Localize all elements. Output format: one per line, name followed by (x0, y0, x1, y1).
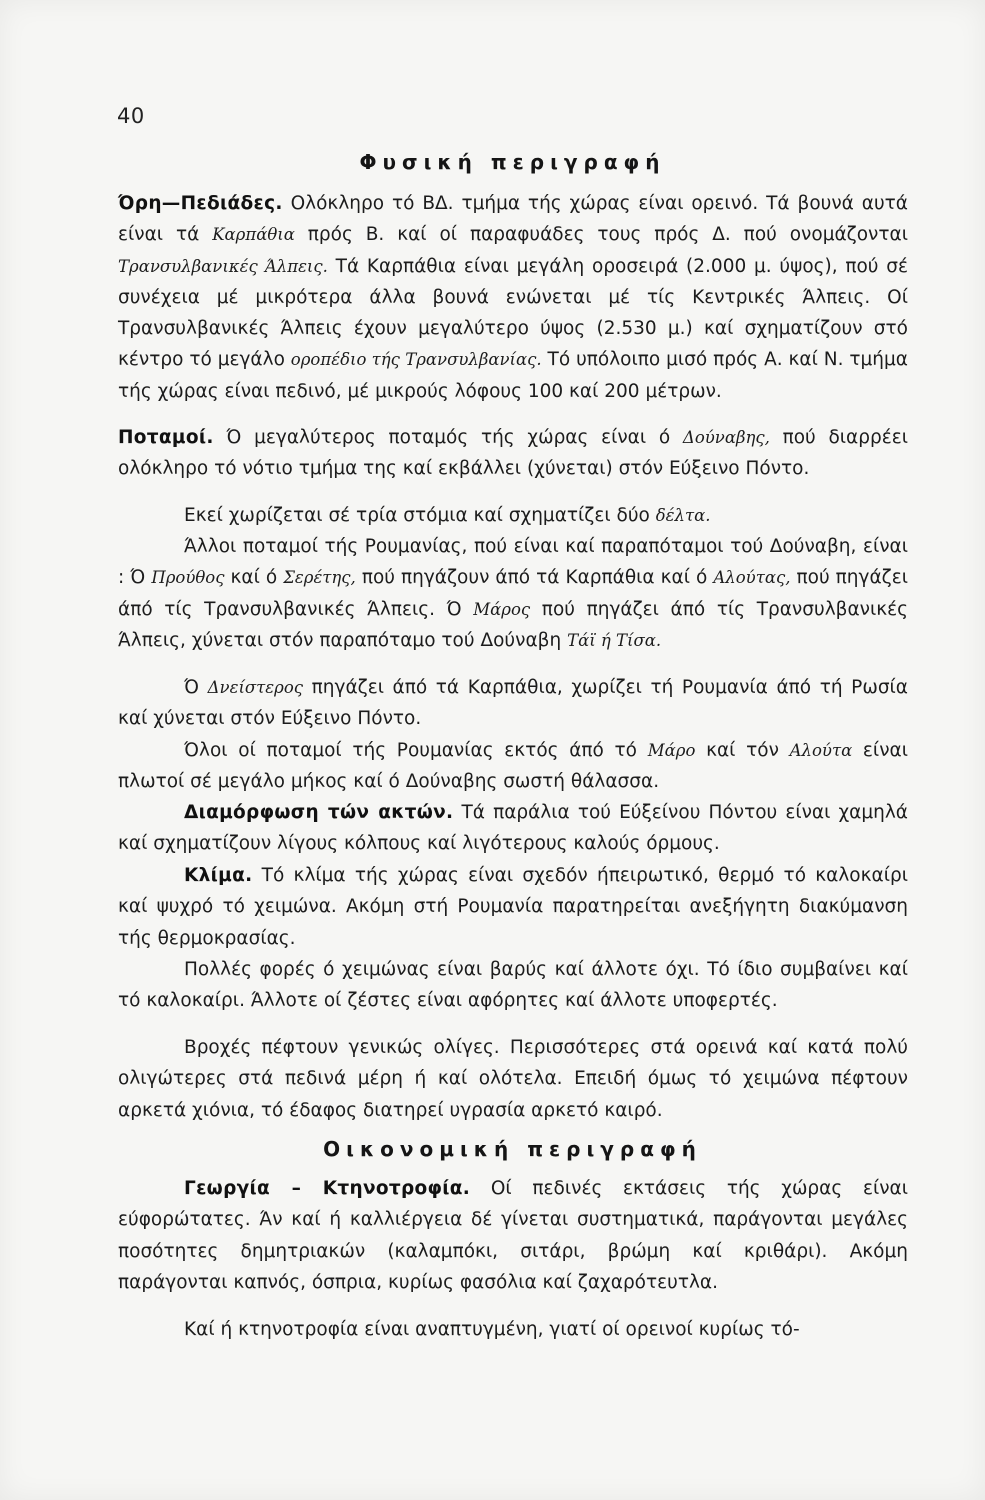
paragraph-lead: Διαμόρφωση τών ακτών. (184, 802, 454, 823)
paragraph-text: Τά παράλια τού Εύξείνου Πόντου είναι χαμηλά καί σχηματίζουν λίγους κόλπους καί λιγότερους καλούς όρμους. (118, 802, 908, 855)
paragraph-text: Καί ή κτηνοτροφία είναι αναπτυγμένη, γιατί οί ορεινοί κυρίως τό- (184, 1319, 800, 1340)
paragraph-text: είναι πλωτοί σέ μεγάλο μήκος καί ό Δούναβης σωστή θάλασσα. (118, 740, 908, 793)
paragraph-text: Ό μεγαλύτερος ποταμός τής χώρας είναι ό (213, 427, 683, 448)
paragraph-lead: Γεωργία – Κτηνοτροφία. (184, 1178, 471, 1199)
paragraph-text: Τό υπόλοιπο μισό πρός Α. καί Ν. τμήμα τής χώρας είναι πεδινό, μέ μικρούς λόφους 100 καί 200 μέτρων. (118, 349, 908, 402)
section-title-physical: Φυσική περιγραφή (359, 150, 666, 174)
italic-term: Αλούτας, (713, 568, 791, 588)
italic-term: Τάϊ ή Τίσα. (567, 630, 662, 650)
paragraph-text: Τά Καρπάθια είναι μεγάλη οροσειρά (2.000 μ. ύψος), πού σέ συνέχεια μέ μικρότερα άλλα βουνά ενώνεται μέ τίς Κεντρικές Άλπεις. Οί Τρανσυλβανικές Άλπεις έχουν μεγαλύτερο ύψος (2.530 μ.) καί σχηματίζουν στό κέντρο τό μεγάλο (118, 255, 908, 371)
italic-term: Προύθος (151, 568, 225, 588)
italic-term: Καρπάθια (212, 225, 295, 245)
paragraph-text: Οί πεδινές εκτάσεις τής χώρας είναι εύφορώτατες. Άν καί ή καλλιέργεια δέ γίνεται συστηματικά, παράγονται μεγάλες ποσότητες δημητριακών (καλαμπόκι, σιτάρι, βρώμη καί κριθάρι). Ακόμη παράγονται καπνός, όσπρια, κυρίως φασόλια καί ζαχαρότευτλα. (118, 1178, 908, 1293)
paragraph-rain (118, 1032, 908, 1126)
paragraph-text: καί ό (224, 567, 284, 589)
paragraph-lead: Ποταμοί. (118, 427, 214, 448)
paragraph-coasts (118, 797, 908, 860)
paragraph-text: πού διαρρέει ολόκληρο τό νότιο τμήμα της καί εκβάλλει (χύνεται) στόν Εύξεινο Πόντο. (118, 427, 908, 480)
paragraph-navigable (118, 735, 908, 798)
italic-term: οροπέδιο τής Τρανσυλβανίας. (290, 350, 542, 370)
paragraph-tributaries (118, 531, 908, 656)
section-title-economic: Οικονομική περιγραφή (323, 1137, 702, 1161)
paragraph-text: Όλοι οί ποταμοί τής Ρουμανίας εκτός άπό τό (184, 740, 648, 761)
paragraph-dniester (118, 672, 908, 735)
paragraph-text: Ό (184, 677, 208, 698)
page-number: 40 (117, 104, 145, 128)
paragraph-livestock (118, 1314, 908, 1345)
paragraph-text: πού πηγάζει άπό τίς Τρανσυλβανικές Άλπεις, χύνεται στόν παραπόταμο τού Δούναβη (118, 598, 909, 651)
paragraph-text: Εκεί χωρίζεται σέ τρία στόμια καί σχηματίζει δύο (184, 505, 656, 526)
paragraph-agriculture (118, 1173, 908, 1298)
italic-term: Μάρο (647, 741, 696, 760)
paragraph-text: πού πηγάζει άπό τίς Τρανσυλβανικές Άλπεις. Ό (118, 567, 908, 620)
italic-term: Σερέτης, (283, 568, 356, 588)
paragraph-text: πρός Β. καί οί παραφυάδες τους πρός Δ. πού ονομάζονται (294, 224, 908, 246)
paragraph-text: Τό κλίμα τής χώρας είναι σχεδόν ήπειρωτικό, θερμό τό καλοκαίρι καί ψυχρό τό χειμώνα. Ακόμη στή Ρουμανία παρατηρείται ανεξήγητη διακύμανση τής θερμοκρασίας. (118, 865, 908, 949)
paragraph-text: πηγάζει άπό τά Καρπάθια, χωρίζει τή Ρουμανία άπό τή Ρωσία καί χύνεται στόν Εύξεινο Πόντο. (118, 677, 908, 730)
paragraph-text: Ολόκληρο τό ΒΔ. τμήμα τής χώρας είναι ορεινό. Τά βουνά αυτά είναι τά (118, 193, 908, 246)
paragraph-lead: Κλίμα. (184, 865, 253, 886)
paragraph-mountains-plains (118, 188, 908, 407)
paragraph-delta (118, 500, 908, 531)
italic-term: Δνείστερος (207, 678, 304, 697)
paragraph-text: πού πηγάζουν άπό τά Καρπάθια καί ό (355, 567, 714, 589)
paragraph-climate (118, 860, 908, 954)
paragraph-text: καί τόν (695, 740, 790, 761)
italic-term: Αλούτα (789, 741, 853, 760)
italic-term: Δούναβης, (682, 428, 770, 447)
italic-term: Μάρος (473, 599, 531, 619)
italic-term: Τρανσυλβανικές Άλπεις. (118, 256, 328, 276)
paragraph-winter (118, 954, 908, 1017)
paragraph-text: Βροχές πέφτουν γενικώς ολίγες. Περισσότερες στά ορεινά καί κατά πολύ ολιγώτερες στά πεδινά μέρη ή καί ολότελα. Επειδή όμως τό χειμώνα πέφτουν αρκετά χιόνια, τό έδαφος διατηρεί υγρασία αρκετό καιρό. (118, 1037, 908, 1121)
paragraph-text: Άλλοι ποταμοί τής Ρουμανίας, πού είναι καί παραπόταμοι τού Δούναβη, είναι : Ό (118, 536, 908, 589)
paragraph-text: Πολλές φορές ό χειμώνας είναι βαρύς καί άλλοτε όχι. Τό ίδιο συμβαίνει καί τό καλοκαίρι. Άλλοτε οί ζέστες είναι αφόρητες καί άλλοτε υποφερτές. (118, 959, 908, 1012)
italic-term: δέλτα. (655, 506, 711, 525)
paragraph-rivers (118, 422, 908, 485)
paragraph-lead: Όρη—Πεδιάδες. (118, 193, 283, 214)
